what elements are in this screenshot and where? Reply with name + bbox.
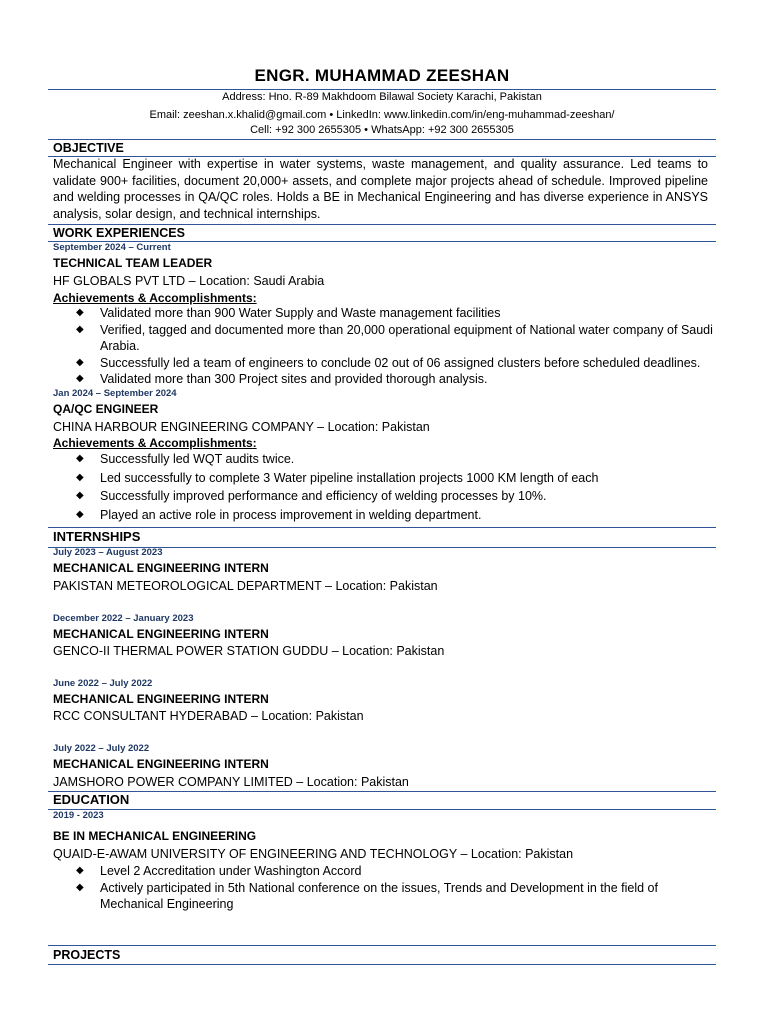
internship-role: MECHANICAL ENGINEERING INTERN: [53, 561, 269, 575]
address-line: Address: Hno. R-89 Makhdoom Bilawal Society Karachi, Pakistan: [222, 91, 542, 103]
education-degree: BE IN MECHANICAL ENGINEERING: [53, 829, 257, 843]
diamond-bullet-icon: ◆: [76, 356, 84, 368]
diamond-bullet-icon: ◆: [76, 865, 84, 876]
internship-date: December 2022 – January 2023: [53, 613, 194, 624]
internship-company: PAKISTAN METEOROLOGICAL DEPARTMENT – Location: Pakistan: [53, 579, 438, 593]
list-item: ◆ Successfully led WQT audits twice.: [76, 452, 295, 466]
diamond-bullet-icon: ◆: [76, 453, 84, 464]
job-role: TECHNICAL TEAM LEADER: [53, 256, 213, 270]
diamond-bullet-icon: ◆: [76, 490, 84, 501]
list-item: ◆ Successfully improved performance and efficiency of welding processes by 10%.: [76, 489, 547, 503]
list-item: ◆ Validated more than 900 Water Supply and Waste management facilities: [76, 306, 501, 320]
job-company: HF GLOBALS PVT LTD – Location: Saudi Arabia: [53, 274, 325, 288]
diamond-bullet-icon: ◆: [76, 508, 84, 520]
objective-text: Mechanical Engineer with expertise in water systems, waste management, and quality assurance. Led teams to validate 900+ facilities, document 20,000+ assets, and complete major projects ahead of schedule. Improved pipeline and welding processes in QA/QC roles. Holds a BE in Mechanical Engineering and has diverse experience in ANSYS analysis, solar design, and technical internships.: [53, 157, 708, 221]
section-objective: [48, 139, 716, 157]
internship-company: JAMSHORO POWER COMPANY LIMITED – Location: Pakistan: [53, 775, 409, 789]
diamond-bullet-icon: ◆: [76, 373, 84, 384]
job-bullets: [48, 451, 716, 523]
education-school: QUAID-E-AWAM UNIVERSITY OF ENGINEERING AND TECHNOLOGY – Location: Pakistan: [53, 847, 574, 861]
candidate-name: ENGR. MUHAMMAD ZEESHAN: [254, 66, 510, 85]
section-internships: [48, 527, 716, 548]
email-linkedin-line: Email: zeeshan.x.khalid@gmail.com • LinkedIn: www.linkedin.com/in/eng-muhammad-zeeshan/: [149, 109, 615, 121]
internship-role: MECHANICAL ENGINEERING INTERN: [53, 692, 269, 706]
diamond-bullet-icon: ◆: [76, 323, 84, 335]
education-bullets: [48, 863, 716, 913]
list-item: ◆ Verified, tagged and documented more than 20,000 operational equipment of National water company of Saudi Arabia.: [76, 322, 713, 353]
section-title: OBJECTIVE: [53, 141, 124, 155]
job-date: September 2024 – Current: [53, 242, 171, 253]
list-item: ◆ Successfully led a team of engineers to conclude 02 out of 06 assigned clusters before scheduled deadlines.: [76, 355, 701, 370]
achievements-label: Achievements & Accomplishments:: [53, 436, 257, 450]
diamond-bullet-icon: ◆: [76, 881, 84, 893]
phone-line: Cell: +92 300 2655305 • WhatsApp: +92 300 2655305: [250, 124, 514, 136]
internship-company: RCC CONSULTANT HYDERABAD – Location: Pakistan: [53, 709, 364, 723]
list-item: ◆ Actively participated in 5th National conference on the issues, Trends and Development in the field of Mechanical Engineering: [76, 880, 658, 911]
education-date: 2019 - 2023: [53, 810, 104, 821]
section-title: EDUCATION: [53, 792, 130, 807]
internship-role: MECHANICAL ENGINEERING INTERN: [53, 757, 269, 771]
section-education: [48, 791, 716, 810]
list-item: ◆ Led successfully to complete 3 Water pipeline installation projects 1000 KM length of each: [76, 470, 599, 485]
internship-role: MECHANICAL ENGINEERING INTERN: [53, 627, 269, 641]
job-role: QA/QC ENGINEER: [53, 402, 159, 416]
section-work-experiences: [48, 224, 716, 242]
job-date: Jan 2024 – September 2024: [53, 388, 177, 399]
section-title: WORK EXPERIENCES: [53, 226, 185, 240]
list-item: ◆ Validated more than 300 Project sites and provided thorough analysis.: [76, 372, 488, 386]
diamond-bullet-icon: ◆: [76, 471, 84, 483]
section-title: INTERNSHIPS: [53, 529, 141, 544]
internship-company: GENCO-II THERMAL POWER STATION GUDDU – Location: Pakistan: [53, 644, 445, 658]
section-projects: [48, 945, 716, 965]
achievements-label: Achievements & Accomplishments:: [53, 291, 257, 305]
job-company: CHINA HARBOUR ENGINEERING COMPANY – Location: Pakistan: [53, 420, 430, 434]
list-item: ◆ Level 2 Accreditation under Washington Accord: [76, 864, 362, 878]
job-bullets: [48, 305, 716, 388]
internship-date: July 2023 – August 2023: [53, 547, 163, 558]
internship-date: June 2022 – July 2022: [53, 678, 153, 689]
diamond-bullet-icon: ◆: [76, 307, 84, 318]
section-title: PROJECTS: [53, 948, 121, 962]
internship-date: July 2022 – July 2022: [53, 743, 150, 754]
list-item: ◆ Played an active role in process improvement in welding department.: [76, 507, 482, 522]
